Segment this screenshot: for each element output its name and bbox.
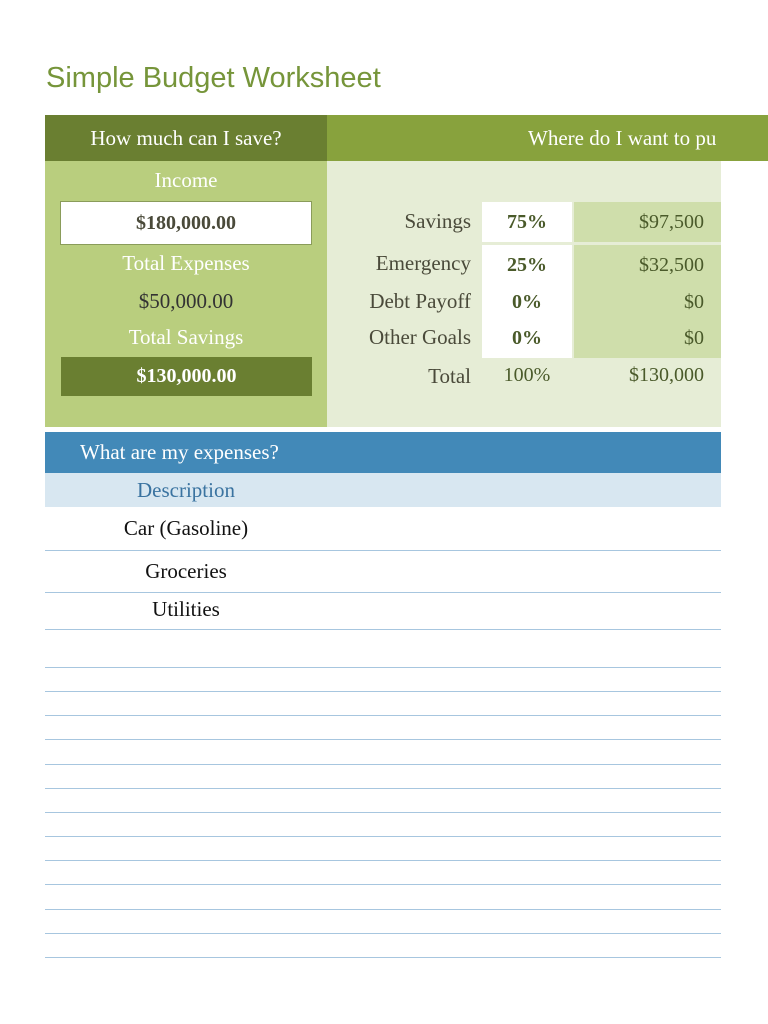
- row-divider: [45, 739, 721, 740]
- expense-row-description[interactable]: Groceries: [145, 559, 227, 583]
- row-divider: [45, 691, 721, 692]
- allocation-total-amount: $130,000: [629, 364, 704, 386]
- allocation-label-debt-payoff: Debt Payoff: [369, 289, 471, 313]
- row-divider: [45, 629, 721, 630]
- allocation-amount-savings: $97,500: [574, 202, 721, 242]
- allocation-label-emergency: Emergency: [375, 251, 471, 275]
- expense-row-description[interactable]: Utilities: [152, 597, 220, 621]
- income-label: Income: [154, 168, 218, 192]
- allocation-section-header-label: Where do I want to pu: [528, 125, 717, 150]
- allocation-label-savings: Savings: [404, 209, 471, 233]
- total-expenses-label: Total Expenses: [122, 251, 250, 275]
- row-divider: [45, 909, 721, 910]
- row-divider: [45, 860, 721, 861]
- row-divider: [45, 788, 721, 789]
- row-divider: [45, 884, 721, 885]
- expenses-section-header: [45, 432, 721, 473]
- allocation-section-header: [327, 115, 768, 161]
- allocation-amount-debt-payoff: $0: [574, 282, 721, 322]
- row-divider: [45, 812, 721, 813]
- allocation-amount-other-goals: $0: [574, 318, 721, 358]
- allocation-total-percent: 100%: [503, 364, 551, 386]
- page-title: Simple Budget Worksheet: [46, 62, 381, 94]
- allocation-percent-emergency[interactable]: 25%: [482, 245, 572, 285]
- allocation-label-other-goals: Other Goals: [368, 325, 471, 349]
- allocation-percent-debt-payoff[interactable]: 0%: [482, 282, 572, 322]
- save-section-header-label: How much can I save?: [90, 125, 282, 150]
- expenses-column-header: [45, 473, 721, 507]
- row-divider: [45, 957, 721, 958]
- expenses-section-header-label: What are my expenses?: [80, 440, 279, 464]
- row-divider: [45, 592, 721, 593]
- allocation-amount-emergency: $32,500: [574, 245, 721, 285]
- expense-row-description[interactable]: Car (Gasoline): [123, 516, 249, 540]
- total-savings-value: $130,000.00: [61, 357, 312, 396]
- total-savings-label: Total Savings: [128, 325, 244, 349]
- row-divider: [45, 550, 721, 551]
- row-divider: [45, 715, 721, 716]
- allocation-percent-savings[interactable]: 75%: [482, 202, 572, 242]
- row-divider: [45, 667, 721, 668]
- allocation-total-label: Total: [428, 364, 471, 388]
- allocation-percent-other-goals[interactable]: 0%: [482, 318, 572, 358]
- row-divider: [45, 836, 721, 837]
- row-divider: [45, 933, 721, 934]
- total-expenses-value: $50,000.00: [138, 289, 234, 313]
- save-section-header: [45, 115, 327, 161]
- income-field[interactable]: $180,000.00: [60, 201, 312, 245]
- column-header-description: Description: [137, 478, 235, 502]
- row-divider: [45, 764, 721, 765]
